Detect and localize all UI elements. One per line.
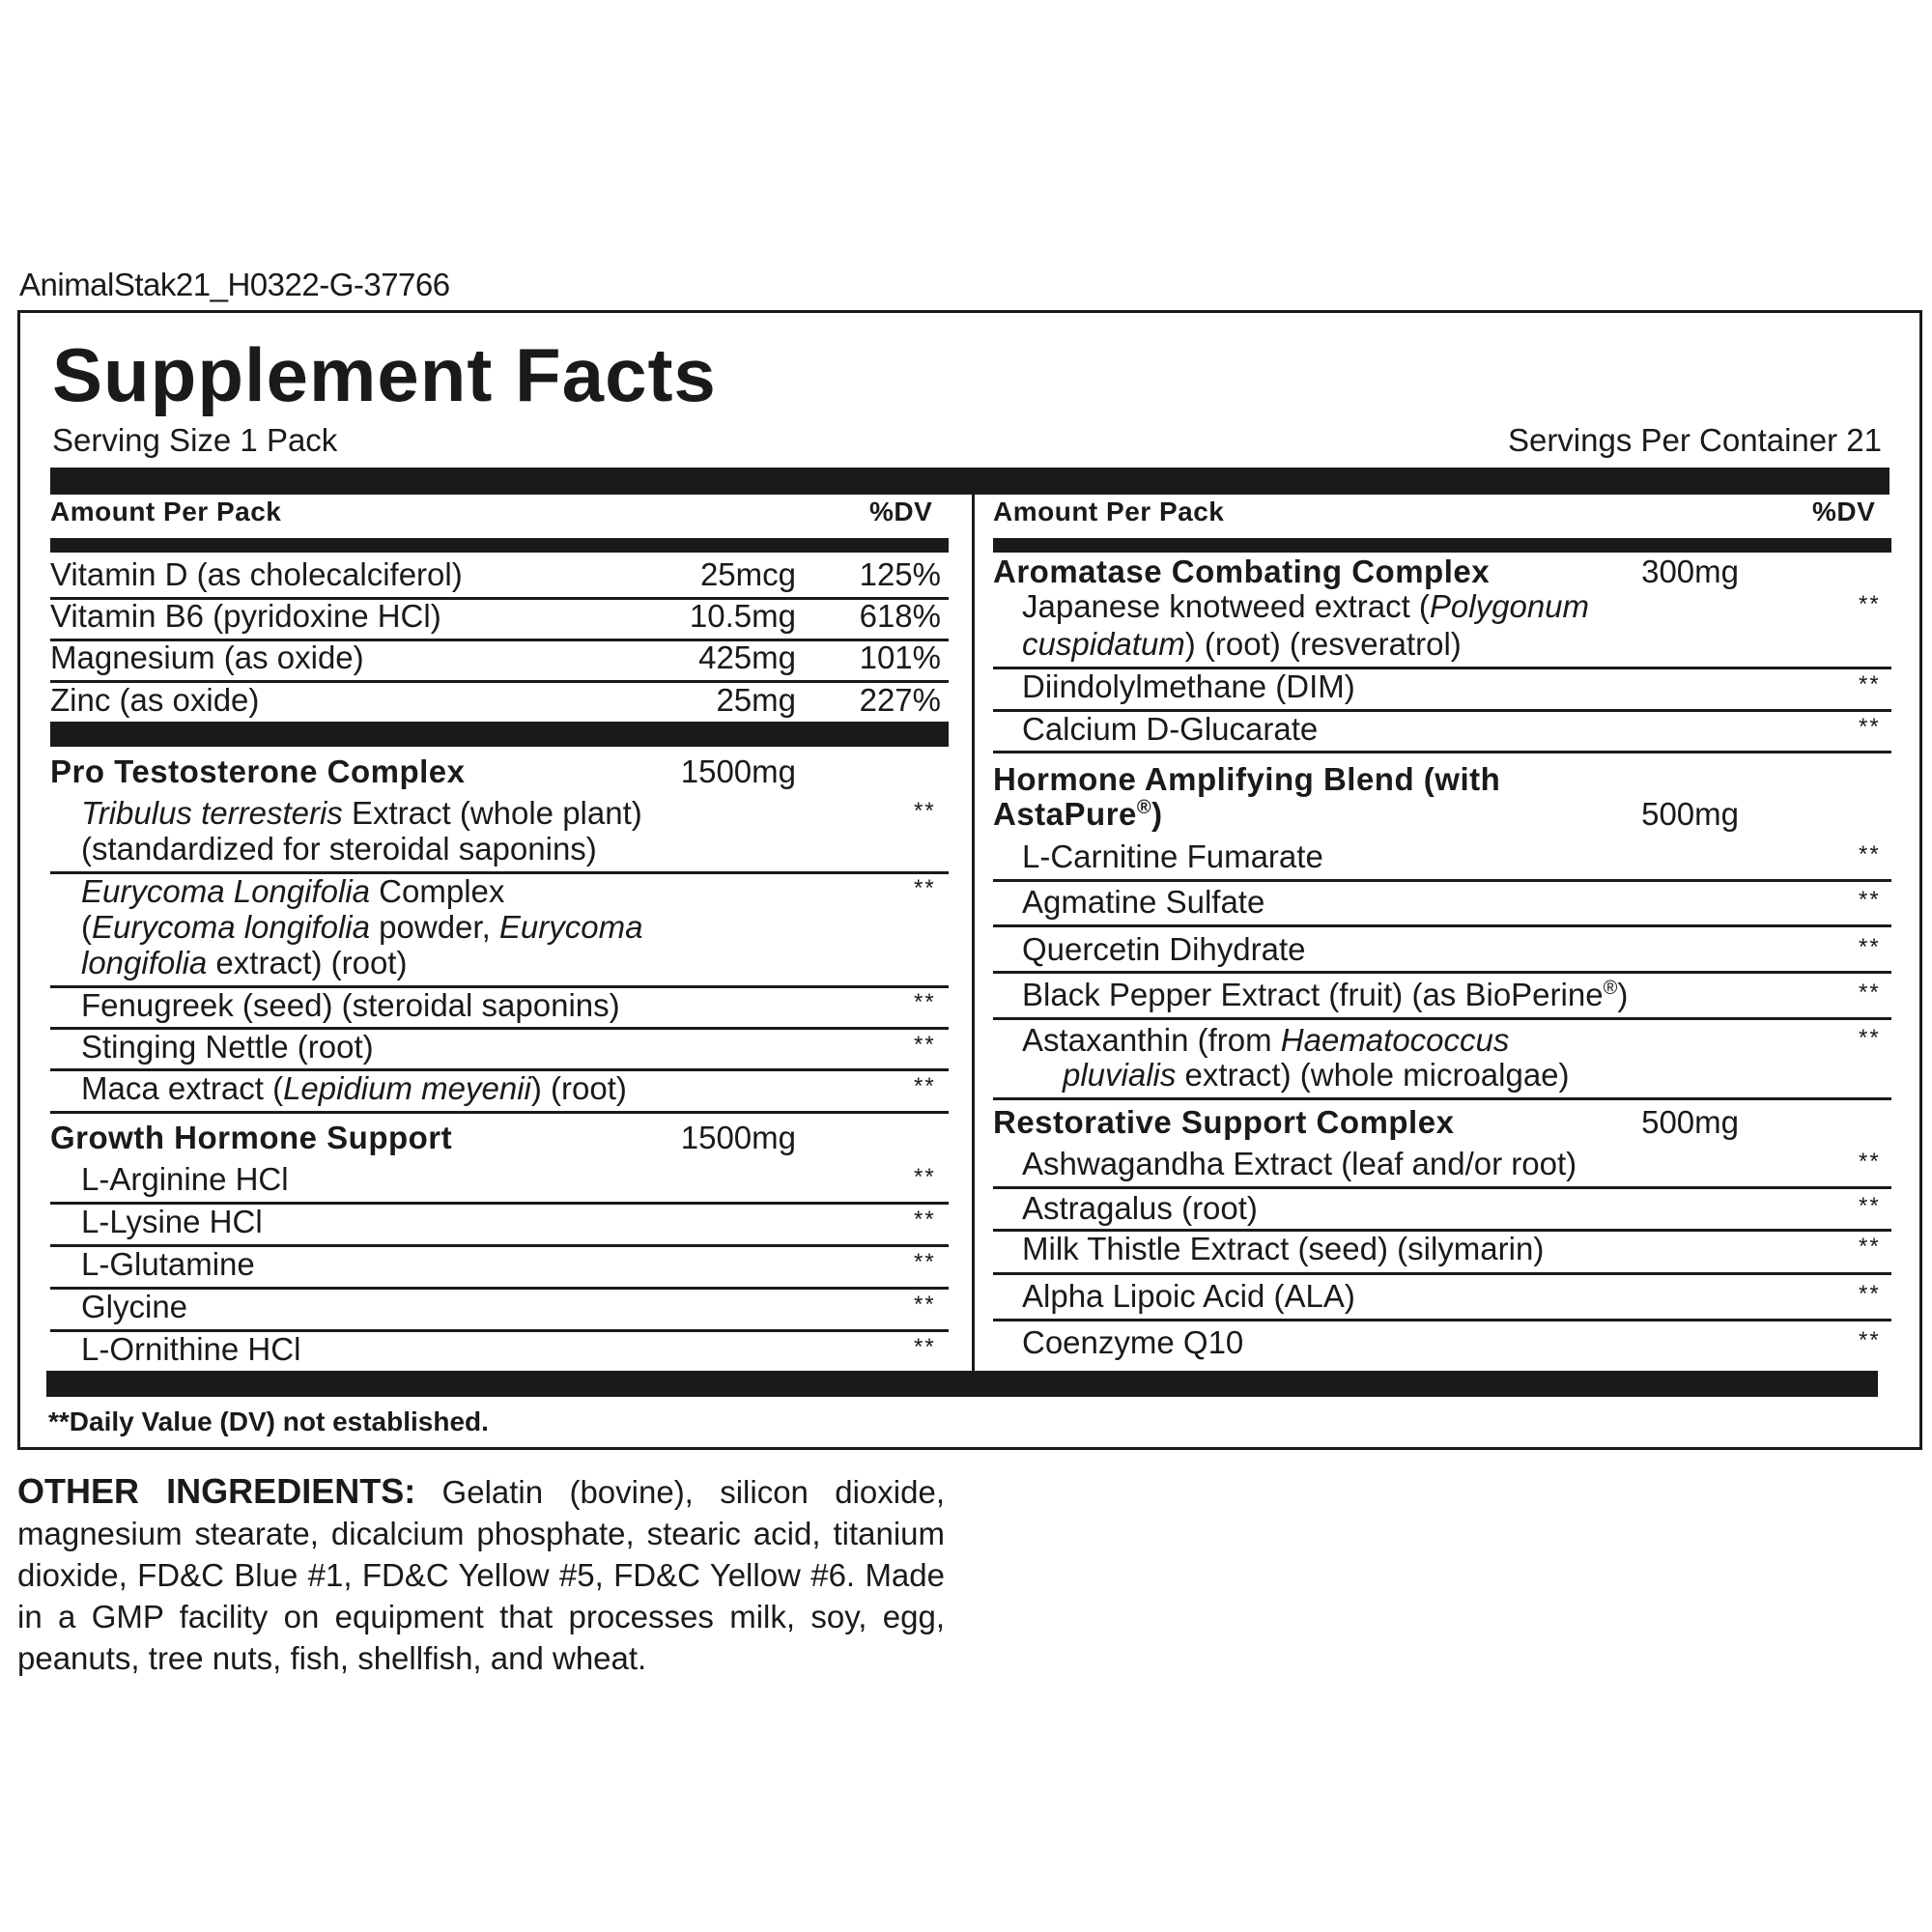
vitamin-dv: 618% — [859, 598, 941, 634]
row-rule — [993, 971, 1891, 974]
dv-stars: ** — [1859, 671, 1881, 697]
aromatase-amount: 300mg — [1641, 554, 1739, 589]
row-rule — [993, 1319, 1891, 1321]
dv-stars: ** — [914, 1334, 936, 1360]
row-rule — [993, 1186, 1891, 1189]
right-header-dv: %DV — [1812, 497, 1876, 526]
eurycoma-line2: (Eurycoma longifolia powder, Eurycoma — [81, 909, 643, 945]
thick-divider-bottom — [46, 1371, 1878, 1397]
ingredient-glycine: Glycine — [81, 1289, 188, 1324]
servings-per-container: Servings Per Container 21 — [1507, 422, 1882, 458]
document-id: AnimalStak21_H0322-G-37766 — [19, 267, 450, 302]
agmatine-sulfate: Agmatine Sulfate — [1022, 884, 1265, 920]
row-rule — [993, 1272, 1891, 1275]
pro-testosterone-amount: 1500mg — [680, 753, 796, 789]
vitamin-name: Zinc (as oxide) — [50, 682, 260, 718]
vitamin-dv: 227% — [859, 682, 941, 718]
tribulus-line2: (standardized for steroidal saponins) — [81, 831, 597, 867]
dv-stars: ** — [914, 1292, 936, 1318]
diindolylmethane: Diindolylmethane (DIM) — [1022, 668, 1355, 704]
dv-footnote: **Daily Value (DV) not established. — [48, 1406, 489, 1436]
row-rule — [993, 879, 1891, 882]
hormone-blend-title-line1: Hormone Amplifying Blend (with — [993, 761, 1501, 797]
thick-divider-vitamins — [50, 722, 949, 747]
vitamin-name: Magnesium (as oxide) — [50, 639, 364, 675]
dv-stars: ** — [1859, 1193, 1881, 1219]
vitamin-amount: 10.5mg — [689, 598, 796, 634]
vitamin-amount: 25mg — [716, 682, 796, 718]
japanese-knotweed-line2: cuspidatum) (root) (resveratrol) — [1022, 626, 1462, 662]
pro-testosterone-title: Pro Testosterone Complex — [50, 753, 466, 789]
black-pepper-extract: Black Pepper Extract (fruit) (as BioPerine®) — [1022, 977, 1629, 1012]
ingredient-l-lysine: L-Lysine HCl — [81, 1204, 263, 1239]
thick-divider-top — [50, 468, 1889, 495]
vitamin-dv: 125% — [859, 556, 941, 592]
hormone-blend-amount: 500mg — [1641, 796, 1739, 832]
other-ingredients-label: OTHER INGREDIENTS: — [17, 1471, 416, 1511]
stinging-nettle: Stinging Nettle (root) — [81, 1029, 374, 1065]
eurycoma-line1: Eurycoma Longifolia Complex — [81, 873, 505, 909]
vitamin-name: Vitamin D (as cholecalciferol) — [50, 556, 463, 592]
dv-stars: ** — [1859, 1149, 1881, 1175]
maca-extract: Maca extract (Lepidium meyenii) (root) — [81, 1070, 627, 1106]
hormone-blend-title-line2: AstaPure®) — [993, 796, 1163, 832]
japanese-knotweed-line1: Japanese knotweed extract (Polygonum — [1022, 588, 1590, 624]
coenzyme-q10: Coenzyme Q10 — [1022, 1324, 1244, 1360]
left-header-dv: %DV — [869, 497, 933, 526]
dv-stars: ** — [914, 989, 936, 1015]
column-divider — [972, 494, 975, 1371]
right-header-bar — [993, 538, 1891, 553]
vitamin-amount: 425mg — [698, 639, 796, 675]
left-header-amount: Amount Per Pack — [50, 497, 282, 526]
left-header-bar — [50, 538, 949, 553]
ingredient-l-arginine: L-Arginine HCl — [81, 1161, 289, 1197]
vitamin-amount: 25mcg — [699, 556, 796, 592]
tribulus-line1: Tribulus terresteris Extract (whole plant) — [81, 795, 642, 831]
dv-stars: ** — [914, 1032, 936, 1058]
dv-stars: ** — [914, 1207, 936, 1233]
eurycoma-line3: longifolia extract) (root) — [81, 945, 408, 980]
ingredient-l-ornithine: L-Ornithine HCl — [81, 1331, 301, 1367]
dv-stars: ** — [1859, 1025, 1881, 1051]
serving-size: Serving Size 1 Pack — [52, 422, 338, 458]
growth-hormone-title: Growth Hormone Support — [50, 1120, 453, 1155]
right-header-amount: Amount Per Pack — [993, 497, 1225, 526]
l-carnitine-fumarate: L-Carnitine Fumarate — [1022, 838, 1323, 874]
astaxanthin-line2: pluvialis extract) (whole microalgae) — [1063, 1057, 1570, 1093]
row-rule — [993, 1017, 1891, 1020]
dv-stars: ** — [914, 1073, 936, 1099]
dv-stars: ** — [1859, 714, 1881, 740]
vitamin-name: Vitamin B6 (pyridoxine HCl) — [50, 598, 441, 634]
quercetin-dihydrate: Quercetin Dihydrate — [1022, 931, 1306, 967]
dv-stars: ** — [914, 1164, 936, 1190]
dv-stars: ** — [1859, 1234, 1881, 1260]
dv-stars: ** — [1859, 1327, 1881, 1353]
dv-stars: ** — [1859, 841, 1881, 867]
dv-stars: ** — [1859, 980, 1881, 1006]
alpha-lipoic-acid: Alpha Lipoic Acid (ALA) — [1022, 1278, 1355, 1314]
dv-stars: ** — [914, 875, 936, 901]
row-rule — [993, 1097, 1891, 1100]
restorative-amount: 500mg — [1641, 1104, 1739, 1140]
astaxanthin-line1: Astaxanthin (from Haematococcus — [1022, 1022, 1510, 1058]
ashwagandha-extract: Ashwagandha Extract (leaf and/or root) — [1022, 1146, 1577, 1181]
row-rule — [993, 751, 1891, 753]
dv-stars: ** — [1859, 591, 1881, 617]
astragalus: Astragalus (root) — [1022, 1190, 1258, 1226]
dv-stars: ** — [1859, 887, 1881, 913]
aromatase-title: Aromatase Combating Complex — [993, 554, 1491, 589]
calcium-d-glucarate: Calcium D-Glucarate — [1022, 711, 1319, 747]
dv-stars: ** — [1859, 934, 1881, 960]
page-title: Supplement Facts — [52, 332, 717, 417]
row-rule — [993, 924, 1891, 927]
milk-thistle-extract: Milk Thistle Extract (seed) (silymarin) — [1022, 1231, 1545, 1266]
restorative-title: Restorative Support Complex — [993, 1104, 1455, 1140]
dv-stars: ** — [1859, 1281, 1881, 1307]
other-ingredients — [17, 1470, 945, 1679]
row-rule — [50, 1111, 949, 1114]
other-ingredients-text: Gelatin (bovine), silicon dioxide, magnesium stearate, dicalcium phosphate, stearic acid, titanium dioxide, FD&C Blue #1, FD&C Yellow #5, FD&C Yellow #6. Made in a GMP facility on equipment that processes milk, soy, egg, peanuts, tree nuts, fish, shellfish, and wheat. — [17, 1474, 945, 1676]
growth-hormone-amount: 1500mg — [680, 1120, 796, 1155]
dv-stars: ** — [914, 798, 936, 824]
vitamin-dv: 101% — [859, 639, 941, 675]
fenugreek: Fenugreek (seed) (steroidal saponins) — [81, 987, 620, 1023]
ingredient-l-glutamine: L-Glutamine — [81, 1246, 255, 1282]
dv-stars: ** — [914, 1249, 936, 1275]
